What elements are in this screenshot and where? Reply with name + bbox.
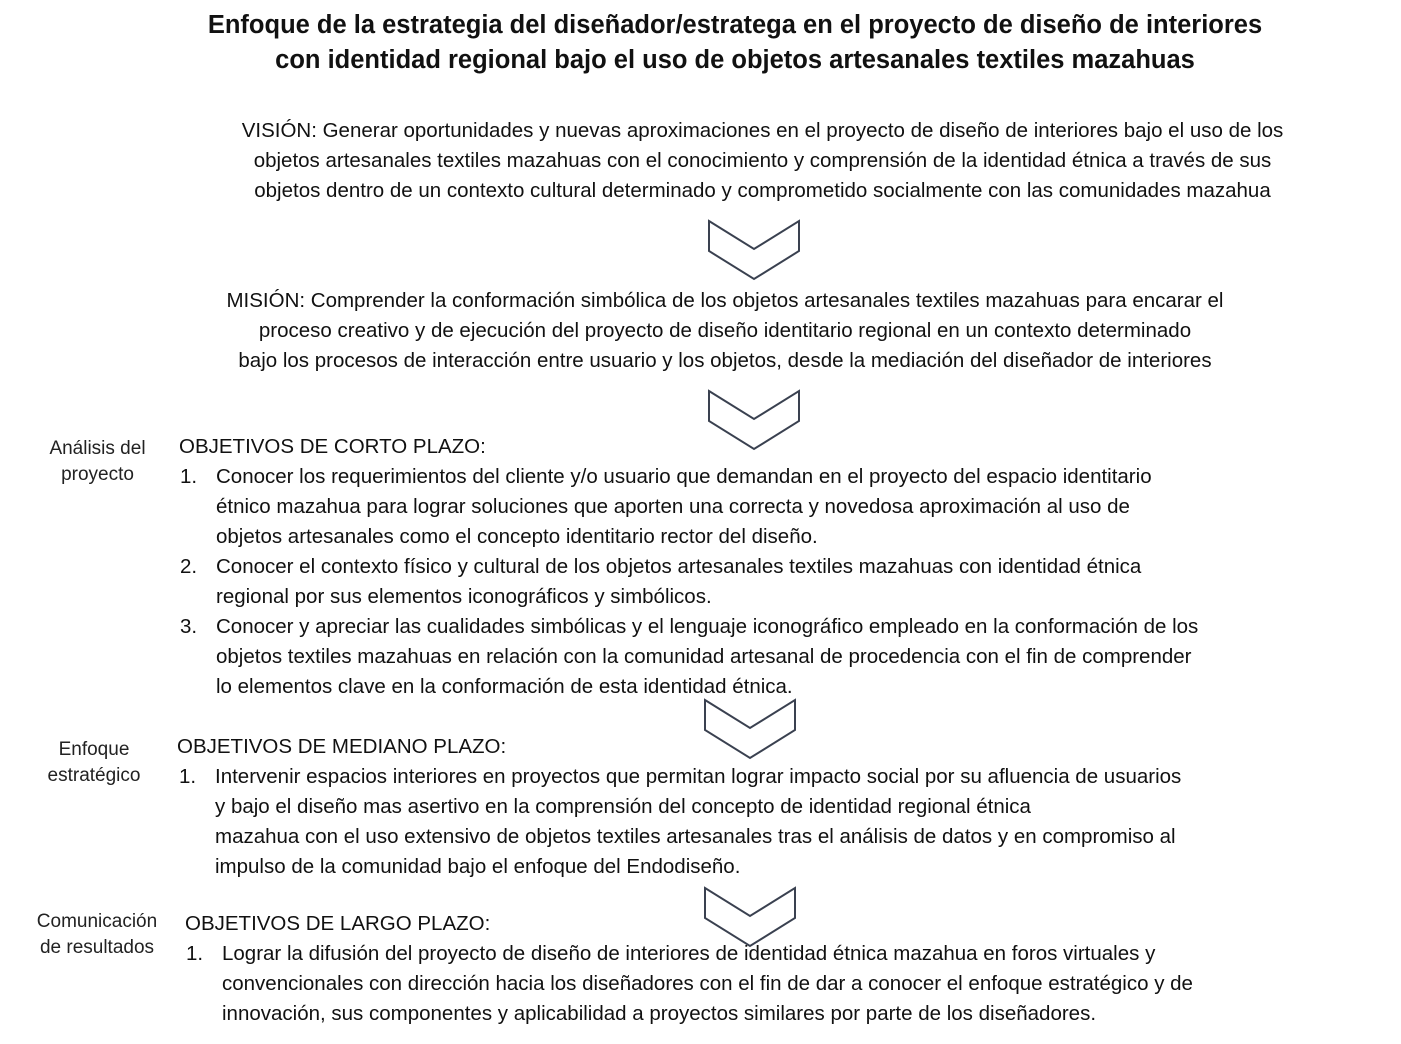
vision-line-2: objetos artesanales textiles mazahuas con el conocimiento y comprensión de la identidad étnica a través de sus [253,149,1272,172]
chevron-down-icon [707,219,801,281]
item-line: Conocer el contexto físico y cultural de los objetos artesanales textiles mazahuas con identidad étnica [216,555,1142,578]
item-line: objetos textiles mazahuas en relación con la comunidad artesanal de procedencia con el fin de comprender [216,645,1192,668]
item-line: Conocer los requerimientos del cliente y/o usuario que demandan en el proyecto del espacio identitario [216,465,1152,488]
item-line: regional por sus elementos iconográficos y simbólicos. [216,585,712,608]
title-line-2: con identidad regional bajo el uso de objetos artesanales textiles mazahuas [275,46,1195,74]
item-number: 3. [180,615,198,638]
item-line: Conocer y apreciar las cualidades simbólicas y el lenguaje iconográfico empleado en la conformación de los [216,615,1199,638]
item-line: Intervenir espacios interiores en proyectos que permitan lograr impacto social por su afluencia de usuarios [215,765,1182,788]
item-line: Lograr la difusión del proyecto de diseño de interiores de identidad étnica mazahua en foros virtuales y [222,942,1156,965]
corto-plazo-heading: OBJETIVOS DE CORTO PLAZO: [179,435,486,458]
largo-plazo-heading: OBJETIVOS DE LARGO PLAZO: [185,912,491,935]
mision-line-3: bajo los procesos de interacción entre usuario y los objetos, desde la mediación del diseñador de interiores [238,349,1212,372]
item-number: 1. [186,942,204,965]
side-label-line: proyecto [61,464,134,485]
side-label-line: estratégico [47,765,141,786]
side-label-line: Enfoque [58,739,130,760]
mediano-plazo-heading: OBJETIVOS DE MEDIANO PLAZO: [177,735,507,758]
side-label-line: Análisis del [49,438,146,459]
side-label-line: de resultados [39,937,155,958]
item-line: convencionales con dirección hacia los diseñadores con el fin de dar a conocer el enfoque estratégico y de [222,972,1193,995]
vision-block [140,116,1385,206]
item-line: étnico mazahua para lograr soluciones que aporten una correcta y novedosa aproximación al uso de [216,495,1130,518]
vision-line-3: objetos dentro de un contexto cultural determinado y comprometido socialmente con las comunidades mazahua [254,179,1271,202]
chevron-down-icon [703,698,797,760]
mision-line-2: proceso creativo y de ejecución del proyecto de diseño identitario regional en un contexto determinado [258,319,1192,342]
side-label-analisis [30,436,165,488]
mision-block [120,286,1330,376]
vision-line-1: VISIÓN: Generar oportunidades y nuevas aproximaciones en el proyecto de diseño de interiores bajo el uso de los [241,119,1284,142]
item-line: mazahua con el uso extensivo de objetos textiles artesanales tras el análisis de datos y en compromiso al [215,825,1176,848]
title-line-1: Enfoque de la estrategia del diseñador/estratega en el proyecto de diseño de interiores [207,11,1263,39]
side-label-line: Comunicación [36,911,158,932]
item-line: objetos artesanales como el concepto identitario rector del diseño. [216,525,818,548]
diagram-title [60,8,1401,78]
side-label-comunicacion [22,909,172,961]
item-number: 1. [180,465,198,488]
item-number: 2. [180,555,198,578]
side-label-enfoque [30,737,158,789]
item-line: impulso de la comunidad bajo el enfoque del Endodiseño. [215,855,741,878]
chevron-down-icon [707,389,801,451]
item-line: y bajo el diseño mas asertivo en la comprensión del concepto de identidad regional étnica [215,795,1031,818]
item-number: 1. [179,765,197,788]
mision-line-1: MISIÓN: Comprender la conformación simbólica de los objetos artesanales textiles mazahuas para encarar el [226,289,1224,312]
item-line: lo elementos clave en la conformación de esta identidad étnica. [216,675,793,698]
item-line: innovación, sus componentes y aplicabilidad a proyectos similares por parte de los diseñadores. [222,1002,1097,1025]
